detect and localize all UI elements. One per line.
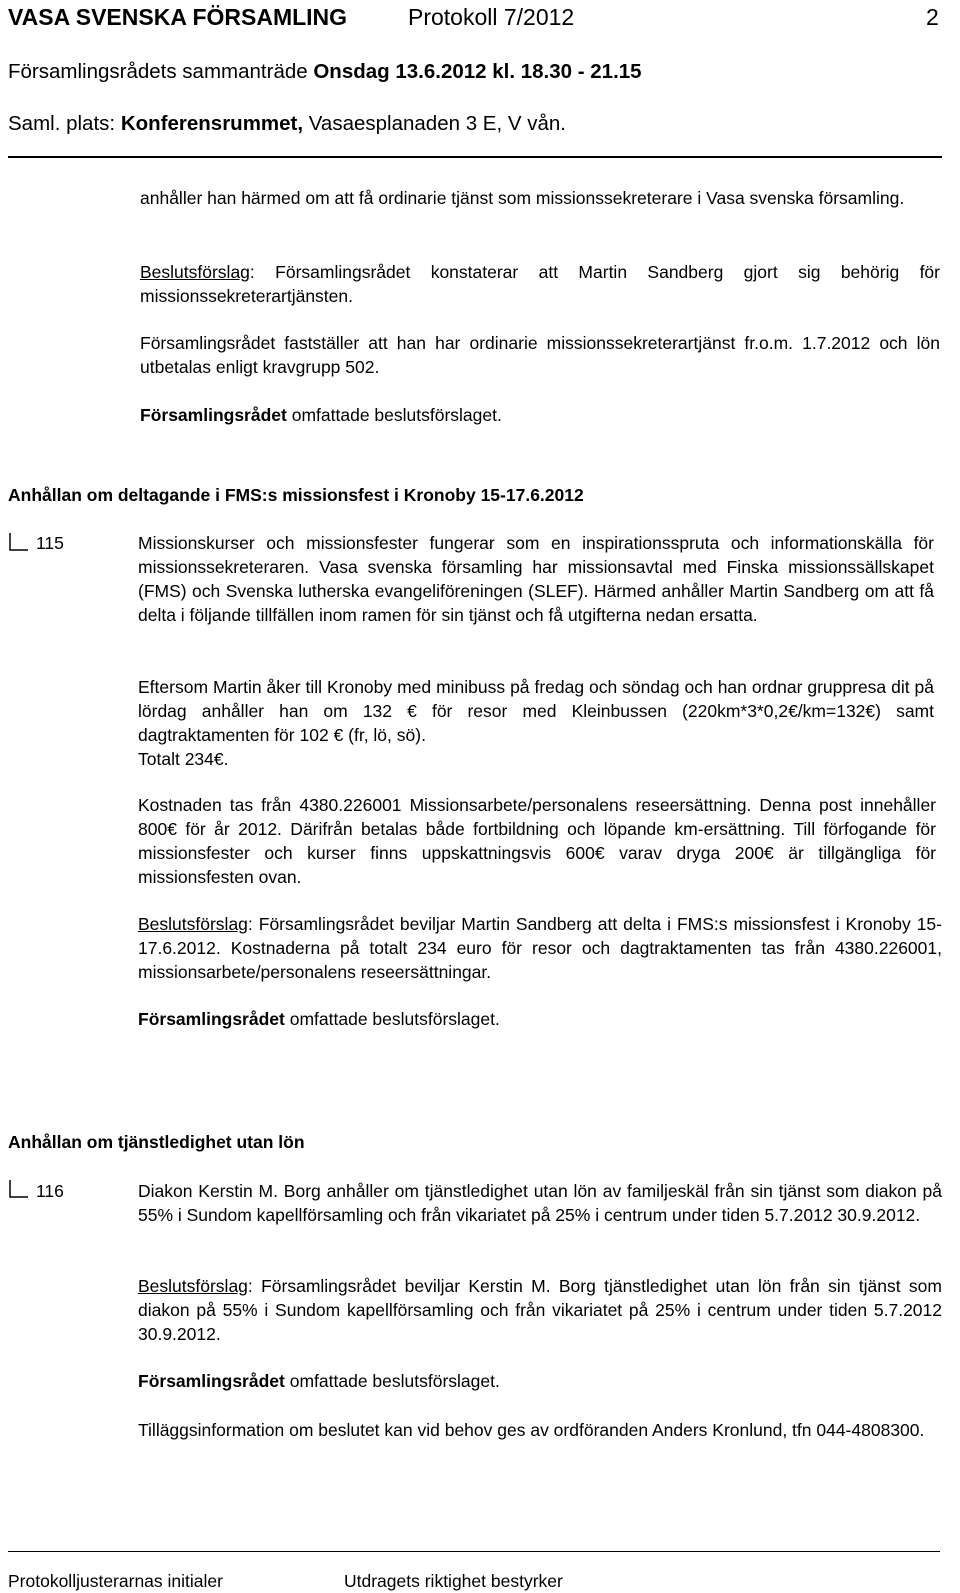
decision-subject: Församlingsrådet	[138, 1009, 285, 1029]
cont-paragraph-1: anhåller han härmed om att få ordinarie tjänst som missionssekreterare i Vasa svenska församling.	[140, 188, 905, 208]
meeting-label: Församlingsrådets sammanträde	[8, 60, 308, 83]
decision-subject: Församlingsrådet	[140, 405, 287, 425]
section-115-heading: Anhållan om deltagande i FMS:s missionsfest i Kronoby 15-17.6.2012	[8, 485, 584, 505]
s116-additional-info: Tilläggsinformation om beslutet kan vid behov ges av ordföranden Anders Kronlund, tfn 044-4808300.	[138, 1420, 925, 1440]
section-116-number: 116	[36, 1181, 64, 1201]
proposal-text: : Församlingsrådet beviljar Kerstin M. Borg tjänstledighet utan lön från sin tjänst som diakon på 55% i Sundom kapellförsamling och från vikariatet på 25% i centrum under tiden 5.7.2012 30.9.2012.	[138, 1276, 942, 1344]
decision-text: omfattade beslutsförslaget.	[284, 1371, 500, 1391]
footer-certified: Utdragets riktighet bestyrker	[344, 1571, 563, 1591]
decision-subject: Församlingsrådet	[138, 1371, 285, 1391]
meeting-line	[8, 60, 642, 84]
header-rule	[8, 156, 942, 158]
section-marker-icon	[8, 530, 30, 552]
place-address: Vasaesplanaden 3 E, V vån.	[308, 112, 566, 135]
org-name: VASA SVENSKA FÖRSAMLING	[8, 4, 348, 30]
proposal-text: : Församlingsrådet konstaterar att Martin Sandberg gjort sig behörig för missionssekreterartjänsten.	[140, 262, 940, 306]
cont-decision	[140, 403, 502, 427]
s115-paragraph-3: Kostnaden tas från 4380.226001 Missionsarbete/personalens reseersättning. Denna post innehåller 800€ för år 2012. Därifrån betalas både fortbildning och löpande km-ersättning. Till förfogande för missionsfester och kurser finns uppskattningsvis 600€ varav dryga 200€ är tillgängliga för missionsfesten ovan.	[138, 795, 936, 887]
footer-rule	[8, 1551, 940, 1552]
s116-decision	[138, 1369, 500, 1393]
proposal-label: Beslutsförslag	[138, 1276, 248, 1296]
proposal-label: Beslutsförslag	[140, 262, 250, 282]
proposal-label: Beslutsförslag	[138, 914, 248, 934]
section-marker-icon	[8, 1177, 30, 1199]
s116-paragraph-1: Diakon Kerstin M. Borg anhåller om tjänstledighet utan lön av familjeskäl från sin tjänst som diakon på 55% i Sundom kapellförsamling och från vikariatet på 25% i centrum under tiden 5.7.2012 30.9.2012.	[138, 1181, 942, 1225]
s115-decision	[138, 1007, 500, 1031]
section-116-heading: Anhållan om tjänstledighet utan lön	[8, 1132, 305, 1152]
s115-proposal	[138, 912, 942, 984]
decision-text: omfattade beslutsförslaget.	[284, 1009, 500, 1029]
place-line	[8, 112, 566, 136]
footer-initials: Protokolljusterarnas initialer	[8, 1571, 223, 1591]
protocol-number: Protokoll 7/2012	[408, 4, 575, 30]
cont-paragraph-2: Församlingsrådet fastställer att han har ordinarie missionssekreterartjänst fr.o.m. 1.7.2012 och lön utbetalas enligt kravgrupp 502.	[140, 333, 940, 377]
s115-total: Totalt 234€.	[138, 749, 229, 769]
decision-text: omfattade beslutsförslaget.	[286, 405, 502, 425]
section-115-number: 115	[36, 533, 64, 553]
place-room: Konferensrummet,	[120, 112, 304, 135]
s115-paragraph-2: Eftersom Martin åker till Kronoby med minibuss på fredag och söndag och han ordnar gruppresa dit på lördag anhåller han om 132 € för resor med Kleinbussen (220km*3*0,2€/km=132€) samt dagtraktamenten för 102 € (fr, lö, sö).	[138, 677, 934, 745]
s116-proposal	[138, 1274, 942, 1346]
meeting-date: Onsdag 13.6.2012 kl. 18.30 - 21.15	[313, 60, 642, 83]
page-number: 2	[926, 4, 939, 30]
place-label: Saml. plats:	[8, 112, 116, 135]
proposal-text: : Församlingsrådet beviljar Martin Sandberg att delta i FMS:s missionsfest i Kronoby 15-17.6.2012. Kostnaderna på totalt 234 euro för resor och dagtraktamenten tas från 4380.226001, missionsarbete/personalens reseersättningar.	[138, 914, 942, 982]
s115-paragraph-1: Missionskurser och missionsfester fungerar som en inspirationsspruta och informationskälla för missionssekreteraren. Vasa svenska församling har missionsavtal med Finska missionssällskapet (FMS) och Svenska lutherska evangeliföreningen (SLEF). Härmed anhåller Martin Sandberg om att få delta i följande tillfällen inom ramen för sin tjänst och få utgifterna nedan ersatta.	[138, 533, 934, 625]
page-header	[8, 4, 347, 31]
cont-proposal	[140, 260, 940, 308]
